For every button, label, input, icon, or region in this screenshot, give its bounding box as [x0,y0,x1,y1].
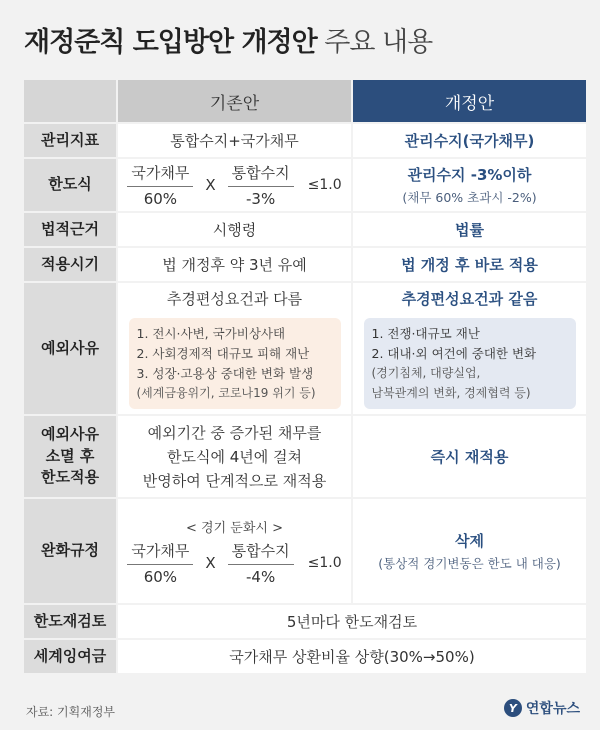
exception-new-head: 추경편성요건과 같음 [401,290,538,309]
relief-condition: < 경기 둔화시 > [186,520,283,536]
row-label-indicator: 관리지표 [24,124,116,157]
yonhap-logo-icon: Y [504,699,522,717]
formula-new [353,159,586,211]
header-corner [24,80,116,122]
row-label-exception: 예외사유 [24,283,116,414]
formula-new-main: 관리수지 -3%이하 [407,166,532,184]
fraction-denominator: 60% [143,567,178,586]
exception-old-box [129,318,341,409]
label-line: 예외사유 [41,424,99,443]
row-label-expiry [24,416,116,497]
fraction-numerator: 통합수지 [228,540,294,565]
relief-old [118,499,351,603]
title-bold: 재정준칙 도입방안 개정안 [24,27,317,58]
list-item: 2. 사회경제적 대규모 피해 재난 [136,345,310,361]
multiply-sign: X [205,553,216,572]
text-line: 반영하여 단계적으로 재적용 [142,471,327,490]
header-old: 기존안 [118,80,351,122]
formula-new-note: (채무 60% 초과시 -2%) [402,190,537,205]
expiry-old [118,416,351,497]
list-item-sub: (세계금융위기, 코로나19 위기 등) [136,385,316,400]
exception-new [353,283,586,414]
row-label-timing: 적용시기 [24,248,116,281]
timing-old: 법 개정후 약 3년 유예 [118,248,351,281]
fraction-balance [228,540,294,586]
exception-old-head: 추경편성요건과 다름 [166,289,303,308]
row-label-basis: 법적근거 [24,213,116,246]
relief-new-note: (통상적 경기변동은 한도 내 대응) [378,556,561,571]
fraction-denominator: -4% [246,567,276,586]
list-item: 1. 전시·사변, 국가비상사태 [136,325,286,341]
exception-old [118,283,351,414]
multiply-sign: X [205,176,216,194]
fraction-numerator: 국가채무 [127,162,193,187]
formula-expression [127,162,341,208]
limit-value: ≤1.0 [307,177,342,193]
fraction-denominator: -3% [246,190,276,208]
surplus-value: 국가채무 상환비율 상향(30%→50%) [118,640,586,673]
fraction-balance [228,162,294,208]
fraction-debt [127,162,193,208]
logo-text: 연합뉴스 [525,701,580,717]
row-label-review: 한도재검토 [24,605,116,638]
comparison-table [24,80,582,673]
fraction-denominator: 60% [143,190,178,208]
list-item: 1. 전쟁·대규모 재난 [371,326,480,342]
text-line: 한도식에 4년에 걸쳐 [166,447,302,466]
row-label-surplus: 세계잉여금 [24,640,116,673]
review-value: 5년마다 한도재검토 [118,605,586,638]
text-line: 예외기간 중 증가된 채무를 [147,423,322,442]
relief-formula [127,540,341,586]
formula-old [118,159,351,211]
fraction-numerator: 통합수지 [228,162,294,187]
indicator-old: 통합수지+국가채무 [118,124,351,157]
exception-new-box [364,318,576,408]
header-new: 개정안 [353,80,586,122]
indicator-new: 관리수지(국가채무) [353,124,586,157]
timing-new: 법 개정 후 바로 적용 [353,248,586,281]
fraction-numerator: 국가채무 [127,540,193,565]
row-label-formula: 한도식 [24,159,116,211]
page-title [24,20,432,59]
source-note: 자료: 기획재정부 [26,705,116,719]
label-line: 한도적용 [41,468,99,487]
yonhap-logo [504,698,580,718]
expiry-new: 즉시 재적용 [353,416,586,497]
title-light: 주요 내용 [324,27,433,58]
list-item-sub: 남북관계의 변화, 경제협력 등) [371,385,531,400]
list-item: 2. 대내·외 여건에 중대한 변화 [371,346,537,362]
label-line: 소멸 후 [45,446,95,465]
limit-value: ≤1.0 [307,554,342,571]
basis-old: 시행령 [118,213,351,246]
list-item-sub: (경기침체, 대량실업, [371,366,481,381]
row-label-relief: 완화규정 [24,499,116,603]
basis-new: 법률 [353,213,586,246]
fraction-debt [127,540,193,586]
relief-new-main: 삭제 [455,532,484,550]
relief-new [353,499,586,603]
list-item: 3. 성장·고용상 중대한 변화 발생 [136,365,314,381]
